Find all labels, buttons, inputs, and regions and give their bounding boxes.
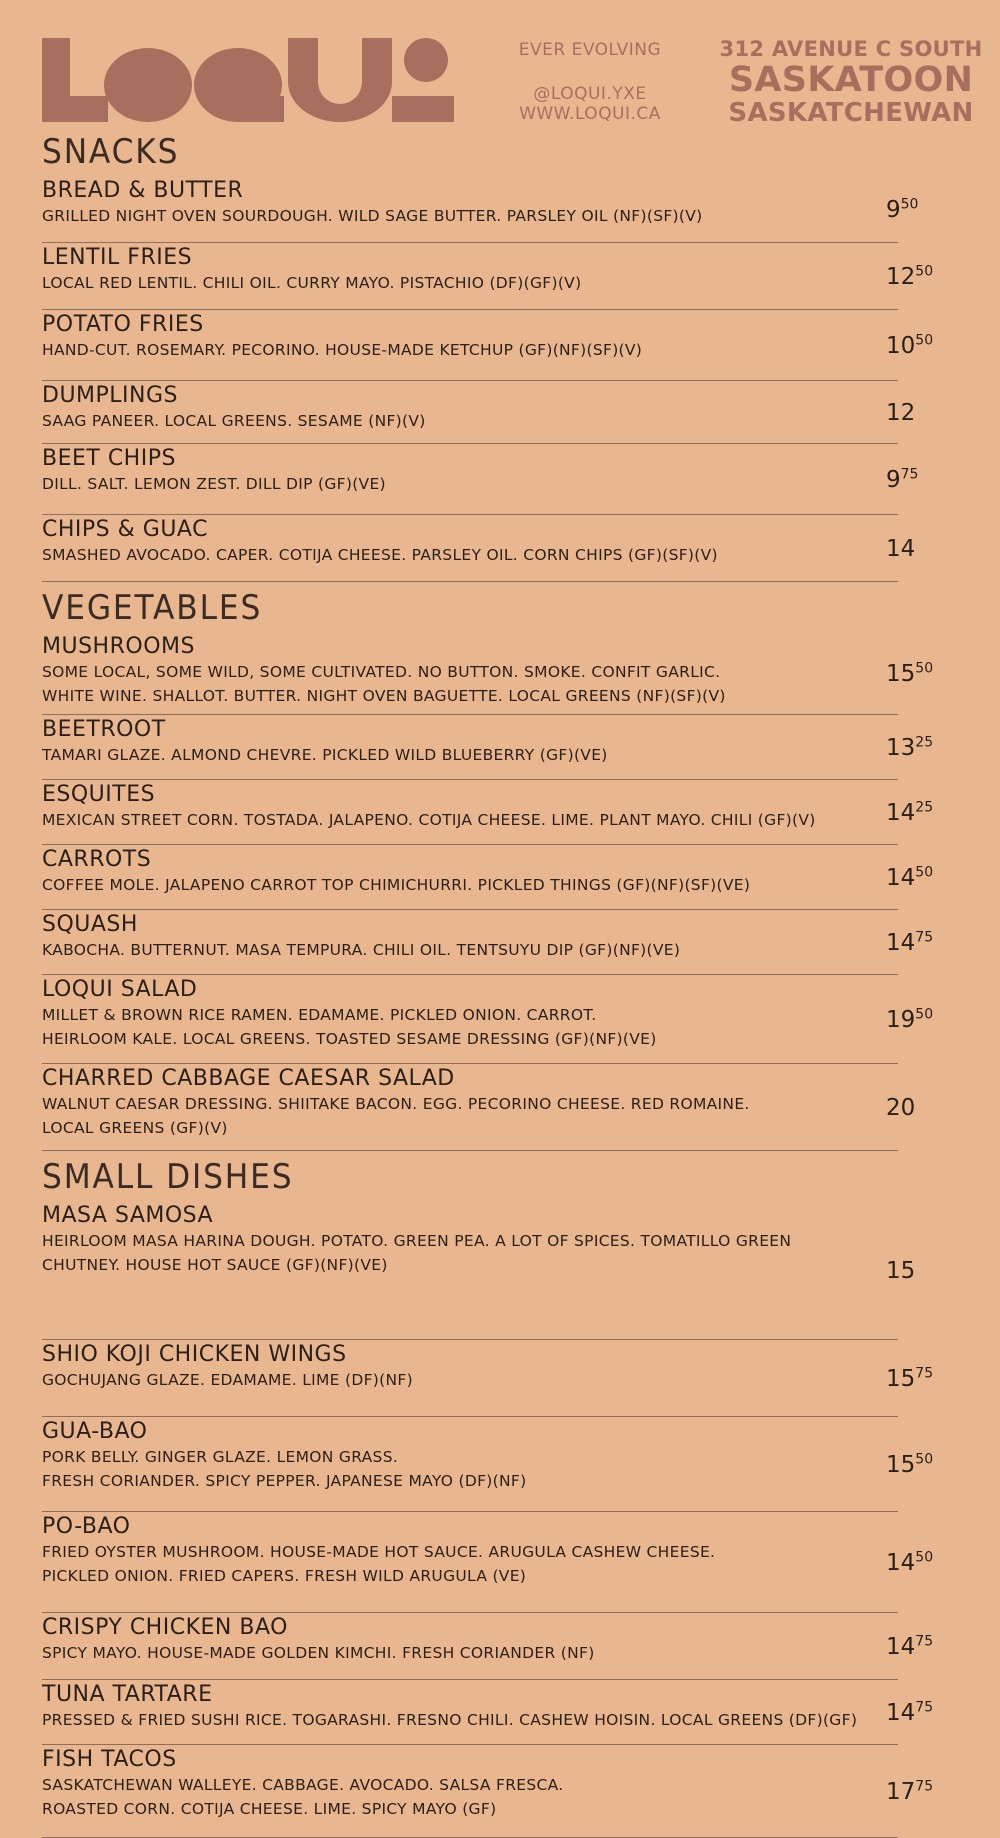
city-name: SASKATOON <box>728 60 974 100</box>
price-dollars: 14 <box>886 1633 916 1660</box>
item-price <box>886 197 950 223</box>
item-description: WALNUT CAESAR DRESSING. SHIITAKE BACON. EGG. PECORINO CHEESE. RED ROMAINE. <box>42 1095 750 1113</box>
price-cents: 50 <box>915 863 934 880</box>
item-price <box>886 661 950 687</box>
item-description: SAAG PANEER. LOCAL GREENS. SESAME (NF)(V) <box>42 412 426 430</box>
menu-item-body <box>42 1680 898 1745</box>
item-description: FRESH CORIANDER. SPICY PEPPER. JAPANESE MAYO (DF)(NF) <box>42 1472 527 1490</box>
section-title: SNACKS <box>42 132 180 172</box>
item-description: GRILLED NIGHT OVEN SOURDOUGH. WILD SAGE BUTTER. PARSLEY OIL (NF)(SF)(V) <box>42 207 703 225</box>
item-price <box>886 1779 950 1805</box>
menu-list <box>42 126 962 1838</box>
menu-item <box>42 243 962 310</box>
item-name: LOQUI SALAD <box>42 977 198 1002</box>
price-cents: 75 <box>915 1364 934 1381</box>
price-cents: 50 <box>900 195 919 212</box>
item-name: MASA SAMOSA <box>42 1203 214 1228</box>
price-cents: 50 <box>915 1450 934 1467</box>
price-cents: 75 <box>915 1698 934 1715</box>
item-price <box>886 1634 950 1660</box>
item-name: BREAD & BUTTER <box>42 178 244 203</box>
menu-item-body <box>42 1201 898 1340</box>
item-description: GOCHUJANG GLAZE. EDAMAME. LIME (DF)(NF) <box>42 1371 413 1389</box>
price-cents: 50 <box>915 1005 934 1022</box>
price-dollars: 14 <box>886 799 916 826</box>
item-name: CRISPY CHICKEN BAO <box>42 1615 288 1640</box>
item-description: SPICY MAYO. HOUSE-MADE GOLDEN KIMCHI. FRESH CORIANDER (NF) <box>42 1644 595 1662</box>
item-price <box>886 1258 950 1284</box>
item-description: PORK BELLY. GINGER GLAZE. LEMON GRASS. <box>42 1448 399 1466</box>
item-price <box>886 400 950 426</box>
price-cents: 50 <box>915 1548 934 1565</box>
item-price <box>886 930 950 956</box>
street-address: 312 AVENUE C SOUTH <box>719 37 983 61</box>
price-dollars: 20 <box>886 1094 916 1121</box>
price-dollars: 14 <box>886 1699 916 1726</box>
price-dollars: 14 <box>886 864 916 891</box>
item-name: SHIO KOJI CHICKEN WINGS <box>42 1342 347 1367</box>
menu-item <box>42 1064 962 1151</box>
price-dollars: 15 <box>886 660 916 687</box>
menu-item-body <box>42 515 898 582</box>
item-description: CHUTNEY. HOUSE HOT SAUCE (GF)(NF)(VE) <box>42 1256 388 1274</box>
item-description: MILLET & BROWN RICE RAMEN. EDAMAME. PICKLED ONION. CARROT. <box>42 1006 597 1024</box>
item-price <box>886 800 950 826</box>
price-cents: 25 <box>915 798 934 815</box>
menu-item <box>42 515 962 582</box>
menu-item <box>42 632 962 715</box>
menu-item-body <box>42 444 898 515</box>
price-dollars: 15 <box>886 1365 916 1392</box>
item-price <box>886 536 950 562</box>
item-price <box>886 333 950 359</box>
item-name: PO-BAO <box>42 1514 131 1539</box>
tagline-text: EVER EVOLVING <box>518 40 662 60</box>
price-dollars: 19 <box>886 1006 916 1033</box>
menu-item <box>42 1613 962 1680</box>
item-price <box>886 1550 950 1576</box>
item-description: DILL. SALT. LEMON ZEST. DILL DIP (GF)(VE) <box>42 475 386 493</box>
item-price <box>886 735 950 761</box>
item-name: TUNA TARTARE <box>42 1682 213 1707</box>
price-cents: 75 <box>915 928 934 945</box>
item-description: LOCAL GREENS (GF)(V) <box>42 1119 228 1137</box>
item-price <box>886 1007 950 1033</box>
menu-item <box>42 715 962 780</box>
menu-item-body <box>42 1064 898 1151</box>
price-dollars: 17 <box>886 1778 916 1805</box>
address-block <box>716 36 986 128</box>
item-description: ROASTED CORN. COTIJA CHEESE. LIME. SPICY MAYO (GF) <box>42 1800 497 1818</box>
item-price <box>886 264 950 290</box>
menu-item <box>42 1745 962 1838</box>
price-cents: 25 <box>915 733 934 750</box>
menu-item <box>42 845 962 910</box>
item-name: CARROTS <box>42 847 152 872</box>
item-description: HEIRLOOM KALE. LOCAL GREENS. TOASTED SESAME DRESSING (GF)(NF)(VE) <box>42 1030 657 1048</box>
item-price <box>886 1700 950 1726</box>
loqui-logo <box>42 38 454 122</box>
menu-header <box>0 0 1000 130</box>
instagram-handle: @LOQUI.YXE <box>533 84 647 104</box>
menu-item-body <box>42 632 898 715</box>
item-price <box>886 865 950 891</box>
price-dollars: 13 <box>886 734 916 761</box>
menu-item <box>42 176 962 243</box>
price-dollars: 14 <box>886 929 916 956</box>
section-title: VEGETABLES <box>42 588 263 628</box>
item-description: MEXICAN STREET CORN. TOSTADA. JALAPENO. COTIJA CHEESE. LIME. PLANT MAYO. CHILI (GF)(V) <box>42 811 816 829</box>
price-dollars: 9 <box>886 196 901 223</box>
province-name: SASKATCHEWAN <box>728 98 974 128</box>
item-name: FISH TACOS <box>42 1747 177 1772</box>
price-cents: 50 <box>915 331 934 348</box>
menu-section <box>42 588 962 1151</box>
menu-item-body <box>42 1340 898 1417</box>
menu-item-body <box>42 715 898 780</box>
item-price <box>886 1452 950 1478</box>
item-name: ESQUITES <box>42 782 156 807</box>
menu-item-body <box>42 381 898 444</box>
item-description: TAMARI GLAZE. ALMOND CHEVRE. PICKLED WILD BLUEBERRY (GF)(VE) <box>42 746 608 764</box>
price-dollars: 15 <box>886 1451 916 1478</box>
menu-item-body <box>42 176 898 243</box>
menu-item <box>42 1417 962 1512</box>
menu-item-body <box>42 910 898 975</box>
item-name: BEET CHIPS <box>42 446 176 471</box>
price-cents: 75 <box>900 465 919 482</box>
item-name: DUMPLINGS <box>42 383 179 408</box>
tagline-block <box>505 40 675 124</box>
item-price <box>886 467 950 493</box>
price-cents: 75 <box>915 1632 934 1649</box>
menu-item-body <box>42 1613 898 1680</box>
menu-item-body <box>42 1417 898 1512</box>
item-description: SOME LOCAL, SOME WILD, SOME CULTIVATED. NO BUTTON. SMOKE. CONFIT GARLIC. <box>42 663 721 681</box>
item-description: SMASHED AVOCADO. CAPER. COTIJA CHEESE. PARSLEY OIL. CORN CHIPS (GF)(SF)(V) <box>42 546 718 564</box>
item-description: PICKLED ONION. FRIED CAPERS. FRESH WILD ARUGULA (VE) <box>42 1567 527 1585</box>
menu-item-body <box>42 1512 898 1613</box>
menu-item <box>42 1340 962 1417</box>
menu-item <box>42 1512 962 1613</box>
menu-item <box>42 310 962 381</box>
item-name: CHIPS & GUAC <box>42 517 208 542</box>
menu-section <box>42 132 962 582</box>
price-cents: 50 <box>915 262 934 279</box>
price-dollars: 9 <box>886 466 901 493</box>
menu-item <box>42 1680 962 1745</box>
item-name: GUA-BAO <box>42 1419 148 1444</box>
menu-item <box>42 975 962 1064</box>
section-title: SMALL DISHES <box>42 1157 294 1197</box>
menu-item <box>42 381 962 444</box>
menu-section <box>42 1157 962 1838</box>
menu-item-body <box>42 845 898 910</box>
menu-item-body <box>42 243 898 310</box>
item-name: POTATO FRIES <box>42 312 204 337</box>
menu-item <box>42 1201 962 1340</box>
menu-item-body <box>42 1745 898 1838</box>
menu-item-body <box>42 975 898 1064</box>
price-dollars: 12 <box>886 263 916 290</box>
item-name: MUSHROOMS <box>42 634 195 659</box>
price-dollars: 14 <box>886 535 916 562</box>
item-price <box>886 1095 950 1121</box>
price-dollars: 12 <box>886 399 916 426</box>
menu-item-body <box>42 310 898 381</box>
item-description: HAND-CUT. ROSEMARY. PECORINO. HOUSE-MADE KETCHUP (GF)(NF)(SF)(V) <box>42 341 643 359</box>
item-price <box>886 1366 950 1392</box>
item-name: LENTIL FRIES <box>42 245 193 270</box>
price-dollars: 15 <box>886 1257 916 1284</box>
price-cents: 75 <box>915 1777 934 1794</box>
website-link: WWW.LOQUI.CA <box>519 104 661 124</box>
item-description: WHITE WINE. SHALLOT. BUTTER. NIGHT OVEN BAGUETTE. LOCAL GREENS (NF)(SF)(V) <box>42 687 726 705</box>
menu-item <box>42 910 962 975</box>
item-description: SASKATCHEWAN WALLEYE. CABBAGE. AVOCADO. SALSA FRESCA. <box>42 1776 564 1794</box>
item-description: KABOCHA. BUTTERNUT. MASA TEMPURA. CHILI OIL. TENTSUYU DIP (GF)(NF)(VE) <box>42 941 681 959</box>
price-dollars: 14 <box>886 1549 916 1576</box>
item-description: LOCAL RED LENTIL. CHILI OIL. CURRY MAYO. PISTACHIO (DF)(GF)(V) <box>42 274 582 292</box>
item-name: CHARRED CABBAGE CAESAR SALAD <box>42 1066 455 1091</box>
item-name: BEETROOT <box>42 717 166 742</box>
item-description: FRIED OYSTER MUSHROOM. HOUSE-MADE HOT SAUCE. ARUGULA CASHEW CHEESE. <box>42 1543 716 1561</box>
item-description: PRESSED & FRIED SUSHI RICE. TOGARASHI. FRESNO CHILI. CASHEW HOISIN. LOCAL GREENS (DF)(GF) <box>42 1711 858 1729</box>
item-description: HEIRLOOM MASA HARINA DOUGH. POTATO. GREEN PEA. A LOT OF SPICES. TOMATILLO GREEN <box>42 1232 792 1250</box>
menu-item <box>42 780 962 845</box>
price-dollars: 10 <box>886 332 916 359</box>
item-description: COFFEE MOLE. JALAPENO CARROT TOP CHIMICHURRI. PICKLED THINGS (GF)(NF)(SF)(VE) <box>42 876 751 894</box>
menu-item-body <box>42 780 898 845</box>
item-name: SQUASH <box>42 912 138 937</box>
price-cents: 50 <box>915 659 934 676</box>
menu-item <box>42 444 962 515</box>
